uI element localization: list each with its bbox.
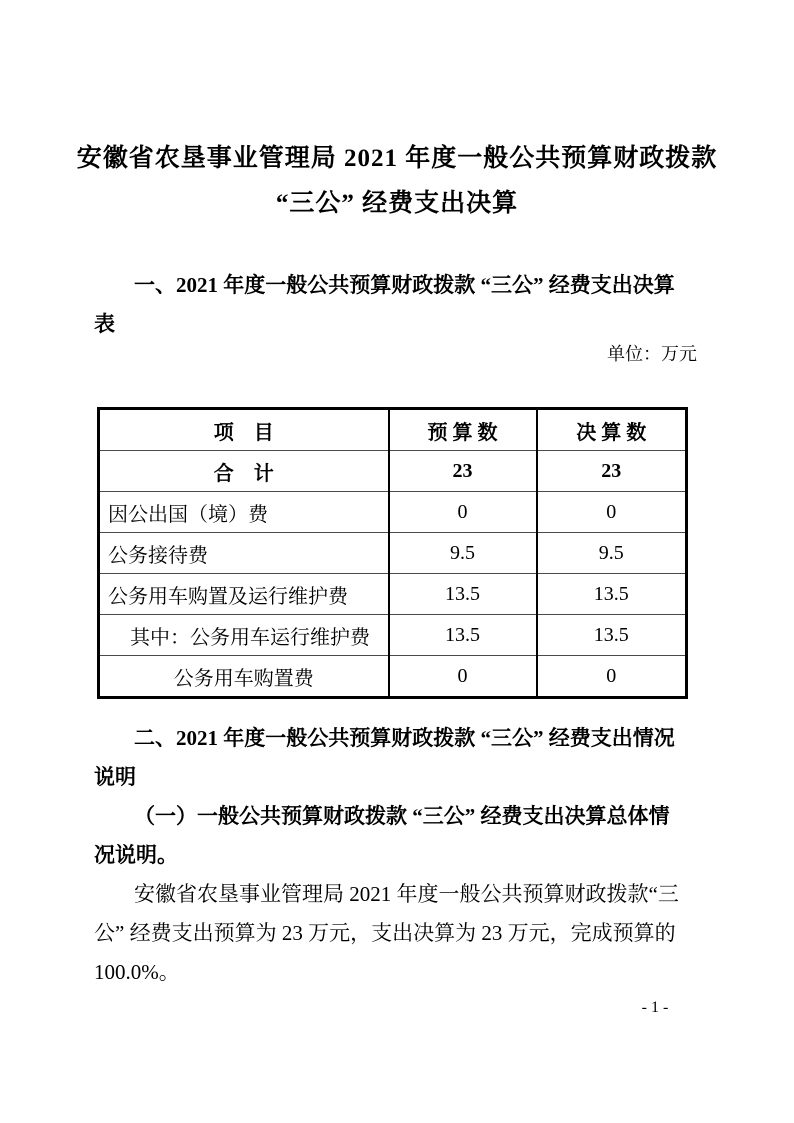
row-label-reception: 公务接待费: [99, 533, 389, 574]
document-title: [60, 136, 734, 226]
section2-heading-line-2: 说明: [94, 765, 136, 789]
budget-value-reception: 9.5: [389, 533, 537, 574]
column-header-final: 决 算 数: [537, 409, 687, 451]
row-label-vehicle-total: 公务用车购置及运行维护费: [99, 574, 389, 615]
table-row-vehicle-total: [99, 574, 687, 615]
column-header-budget: 预 算 数: [389, 409, 537, 451]
section2-paragraph-line-2: 公” 经费支出预算为 23 万元，支出决算为 23 万元，完成预算的: [94, 921, 676, 945]
final-value-vehicle-purchase: 0: [537, 656, 687, 698]
final-value-reception: 9.5: [537, 533, 687, 574]
final-value-vehicle-total: 13.5: [537, 574, 687, 615]
document-title-line-1: 安徽省农垦事业管理局 2021 年度一般公共预算财政拨款: [76, 145, 718, 172]
document-title-line-2: “三公” 经费支出决算: [275, 190, 519, 217]
row-label-total: 合 计: [99, 451, 389, 492]
expenditure-table: [97, 407, 688, 699]
section2-heading-line-1: 二、2021 年度一般公共预算财政拨款 “三公” 经费支出情况: [134, 726, 675, 750]
section2-subheading-line-2: 况说明。: [94, 843, 178, 867]
section1-heading-line-1: 一、2021 年度一般公共预算财政拨款 “三公” 经费支出决算: [134, 273, 675, 297]
section2-paragraph-line-1: 安徽省农垦事业管理局 2021 年度一般公共预算财政拨款“三: [134, 882, 679, 906]
table-row-reception: [99, 533, 687, 574]
row-label-abroad: 因公出国（境）费: [99, 492, 389, 533]
section2: [94, 719, 702, 992]
section2-subheading-line-1: （一）一般公共预算财政拨款 “三公” 经费支出决算总体情: [134, 804, 670, 828]
budget-value-total: 23: [389, 451, 537, 492]
section2-paragraph-line-3: 100.0%。: [94, 960, 180, 984]
column-header-item: 项 目: [99, 409, 389, 451]
budget-value-vehicle-total: 13.5: [389, 574, 537, 615]
table-header-row: [99, 409, 687, 451]
budget-value-vehicle-operation: 13.5: [389, 615, 537, 656]
table-unit-label: 单位：万元: [607, 344, 697, 364]
final-value-abroad: 0: [537, 492, 687, 533]
table-row-total: [99, 451, 687, 492]
row-label-vehicle-purchase: 公务用车购置费: [99, 656, 389, 698]
section1-heading-line-2: 表: [94, 312, 115, 336]
budget-value-vehicle-purchase: 0: [389, 656, 537, 698]
row-label-vehicle-operation: 其中：公务用车运行维护费: [99, 615, 389, 656]
budget-value-abroad: 0: [389, 492, 537, 533]
section1-heading: [94, 266, 702, 344]
final-value-total: 23: [537, 451, 687, 492]
final-value-vehicle-operation: 13.5: [537, 615, 687, 656]
table-row-vehicle-operation: [99, 615, 687, 656]
page-number: - 1 -: [641, 999, 669, 1016]
table-row-vehicle-purchase: [99, 656, 687, 698]
table-row-abroad: [99, 492, 687, 533]
